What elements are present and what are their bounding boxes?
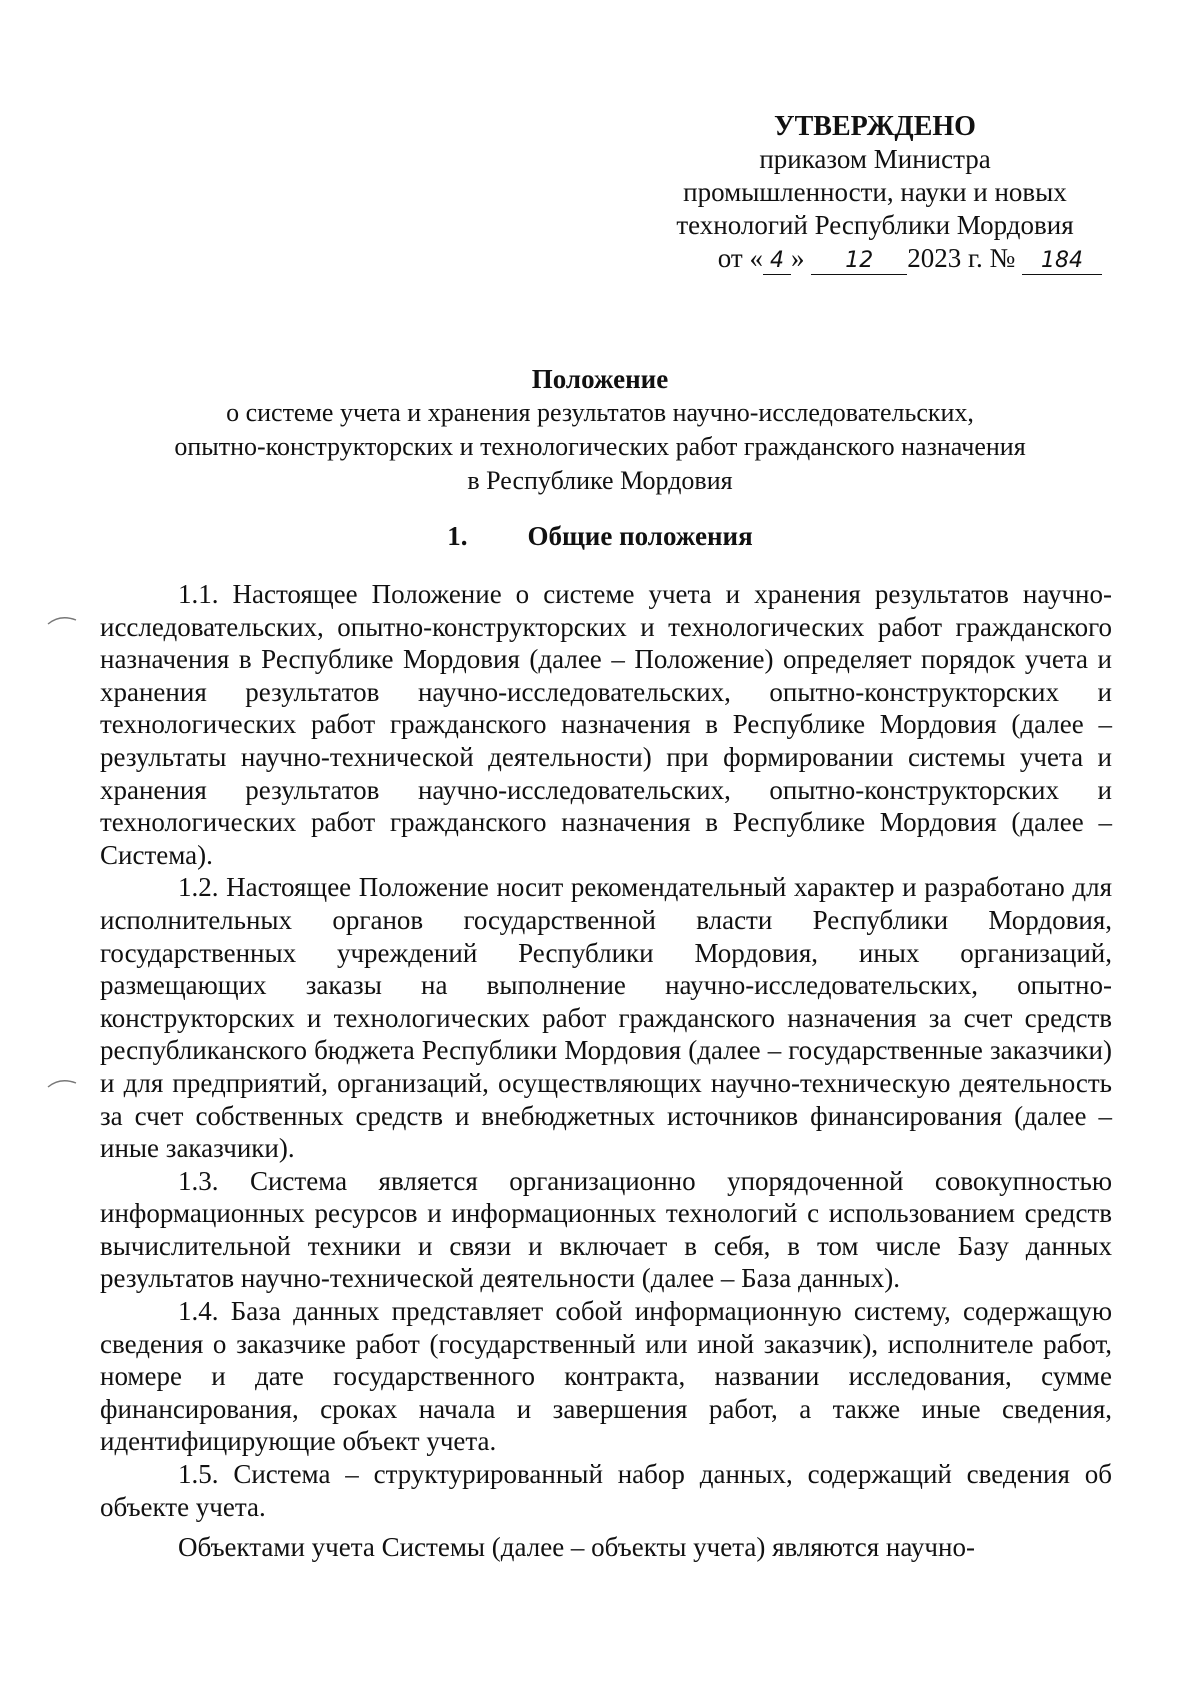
approval-line: технологий Республики Мордовия bbox=[676, 210, 1074, 240]
paragraph: Объектами учета Системы (далее – объекты учета) являются научно- bbox=[178, 1532, 975, 1563]
body-text bbox=[100, 578, 1112, 1564]
approval-date bbox=[640, 242, 1110, 275]
document-subtitle-line: в Республике Мордовия bbox=[467, 466, 733, 495]
document-subtitle-line: о системе учета и хранения результатов научно-исследовательских, bbox=[226, 398, 974, 427]
approval-line: промышленности, науки и новых bbox=[683, 177, 1067, 207]
date-year: 2023 г. № bbox=[907, 243, 1016, 273]
date-prefix: от « bbox=[717, 243, 763, 273]
handwritten-month: 12 bbox=[811, 248, 907, 275]
paragraph: 1.3. Система является организационно упорядоченной совокупностью информационных ресурсов и информационных технологий с использованием средств вычислительной техники и связи и включает в себя, в том числе Базу данных результатов научно-технической деятельности (далее – База данных). bbox=[100, 1165, 1112, 1294]
paragraph: 1.1. Настоящее Положение о системе учета и хранения результатов научно-исследовательских, опытно-конструкторских и технологических работ гражданского назначения в Республике Мордовия (далее – Положение) определяет порядок учета и хранения результатов научно-исследовательских, опытно-конструкторских и технологических работ гражданского назначения в Республике Мордовия (далее – результаты научно-технической деятельности) при формировании системы учета и хранения результатов научно-исследовательских, опытно-конструкторских и технологических работ гражданского назначения в Республике Мордовия (далее – Система). bbox=[100, 579, 1112, 870]
paragraph: 1.5. Система – структурированный набор данных, содержащий сведения об объекте учета. bbox=[100, 1459, 1112, 1522]
approval-block bbox=[640, 110, 1110, 275]
document-title-block bbox=[100, 362, 1100, 498]
date-mid: » bbox=[790, 243, 805, 273]
document-title: Положение bbox=[531, 364, 669, 394]
approval-line: приказом Министра bbox=[759, 144, 991, 174]
section-title: Общие положения bbox=[527, 521, 753, 551]
approval-stamp: УТВЕРЖДЕНО bbox=[774, 111, 976, 142]
handwritten-number: 184 bbox=[1022, 248, 1102, 275]
document-subtitle-line: опытно-конструкторских и технологических работ гражданского назначения bbox=[174, 432, 1026, 461]
paragraph: 1.4. База данных представляет собой информационную систему, содержащую сведения о заказчике работ (государственный или иной заказчик), исполнителе работ, номере и дате государственного контракта, названии исследования, сумме финансирования, сроках начала и завершения работ, а также иные сведения, идентифицирующие объект учета. bbox=[100, 1296, 1112, 1457]
handwritten-day: 4 bbox=[763, 248, 791, 275]
section-heading bbox=[100, 521, 1100, 552]
margin-mark bbox=[46, 1075, 78, 1089]
margin-mark bbox=[46, 612, 78, 626]
section-number: 1. bbox=[447, 521, 468, 551]
paragraph: 1.2. Настоящее Положение носит рекомендательный характер и разработано для исполнительных органов государственной власти Республики Мордовия, государственных учреждений Республики Мордовия, иных организаций, размещающих заказы на выполнение научно-исследовательских, опытно-конструкторских и технологических работ гражданского назначения за счет средств республиканского бюджета Республики Мордовия (далее – государственные заказчики) и для предприятий, организаций, осуществляющих научно-техническую деятельность за счет собственных средств и внебюджетных источников финансирования (далее – иные заказчики). bbox=[100, 872, 1112, 1164]
